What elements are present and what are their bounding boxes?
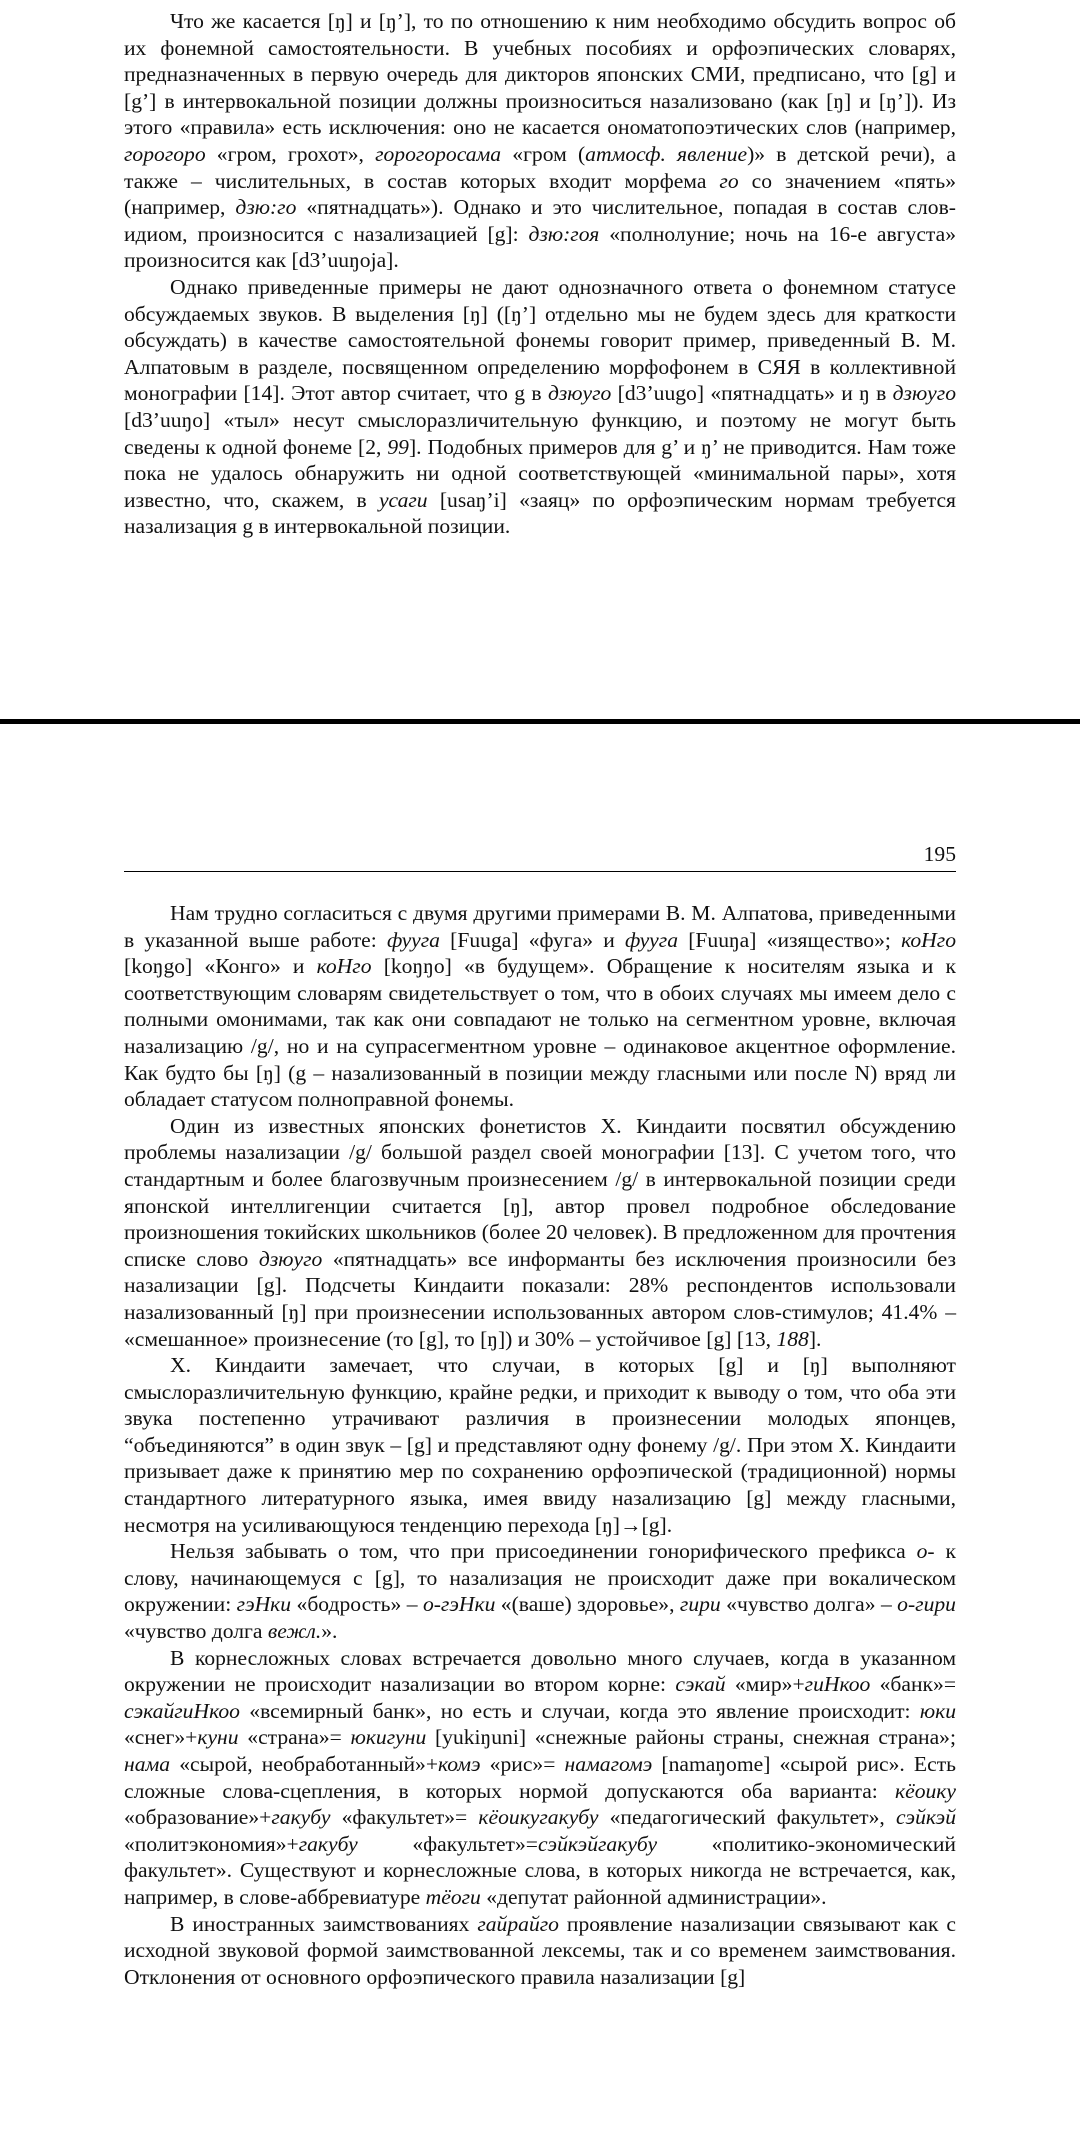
header-rule bbox=[124, 871, 956, 872]
page-number: 195 bbox=[923, 842, 956, 866]
bottom-text-block bbox=[124, 900, 956, 1990]
paragraph: Нам трудно согласиться с двумя другими примерами В. М. Алпатова, приведенными в указанной выше работе: фууга [Fuuga] «фуга» и фууга [Fuuŋa] «изящество»; коНго [koŋgo] «Конго» и коНго [koŋŋo] «в будущем». Обращение к носителям языка и к соответствующим словарям свидетельствует о том, что в обоих случаях мы имеем дело с полными омонимами, так как они совпадают не только на сегментном уровне, включая назализацию /g/, но и на супрасегментном уровне – одинаковое акцентное оформление. Как будто бы [ŋ] (g – назализованный в позиции между гласными или после N) вряд ли обладает статусом полноправной фонемы. bbox=[124, 901, 956, 1112]
paragraph: Что же касается [ŋ] и [ŋ’], то по отношению к ним необходимо обсудить вопрос об их фонемной самостоятельности. В учебных пособиях и орфоэпических словарях, предназначенных в первую очередь для дикторов японских СМИ, предписано, что [g] и [g’] в интервокальной позиции должны произноситься назализовано (как [ŋ] и [ŋ’]). Из этого «правила» есть исключения: оно не касается ономатопоэтических слов (например, горогоро «гром, грохот», горогоросама «гром (атмосф. явление)» в детской речи), а также – числительных, в состав которых входит морфема го со значением «пять» (например, дзю:го «пятнадцать»). Однако и это числительное, попадая в состав слов-идиом, произносится с назализацией [g]: дзю:гоя «полнолуние; ночь на 16-е августа» произносится как [d3’uuŋoja]. bbox=[124, 9, 956, 273]
paragraph: Х. Киндаити замечает, что случаи, в которых [g] и [ŋ] выполняют смыслоразличительную функцию, крайне редки, и приходит к выводу о том, что оба эти звука постепенно утрачивают различия в произнесении молодых японцев, “объединяются” в один звук – [g] и представляют одну фонему /g/. При этом Х. Киндаити призывает даже к принятию мер по сохранению орфоэпической (традиционной) нормы стандартного литературного языка, имея ввиду назализацию [g] между гласными, несмотря на усиливающуюся тенденцию перехода [ŋ]→[g]. bbox=[124, 1353, 956, 1537]
page-divider bbox=[0, 719, 1080, 724]
paragraph: Однако приведенные примеры не дают однозначного ответа о фонемном статусе обсуждаемых звуков. В выделения [ŋ] ([ŋ’] отдельно мы не будем здесь для краткости обсуждать) в качестве самостоятельной фонемы говорит пример, приведенный В. М. Алпатовым в разделе, посвященном определению морфофонем в СЯЯ в коллективной монографии [14]. Этот автор считает, что g в дзюуго [d3’uugo] «пятнадцать» и ŋ в дзюуго [d3’uuŋo] «тыл» несут смыслоразличительную функцию, и поэтому не могут быть сведены к одной фонеме [2, 99]. Подобных примеров для g’ и ŋ’ не приводится. Нам тоже пока не удалось обнаружить ни одной соответствующей «минимальной пары», хотя известно, что, скажем, в усаги [usaŋ’i] «заяц» по орфоэпическим нормам требуется назализация g в интервокальной позиции. bbox=[124, 274, 956, 539]
top-text-block bbox=[124, 8, 956, 540]
paragraph: Нельзя забывать о том, что при присоединении гонорифического префикса о- к слову, начинающемуся с [g], то назализация не происходит даже при вокалическом окружении: гэНки «бодрость» – о-гэНки «(ваше) здоровье», гири «чувство долга» – о-гири «чувство долга вежл.». bbox=[124, 1539, 956, 1644]
paragraph: Один из известных японских фонетистов Х. Киндаити посвятил обсуждению проблемы назализации /g/ большой раздел своей монографии [13]. С учетом того, что стандартным и более благозвучным произнесением /g/ в интервокальной позиции среди японской интеллигенции считается [ŋ], автор провел подробное обследование произношения токийских школьников (более 20 человек). В предложенном для прочтения списке слово дзюуго «пятнадцать» все информанты без исключения произносили без назализации [g]. Подсчеты Киндаити показали: 28% респондентов использовали назализованный [ŋ] при произнесении использованных автором слов-стимулов; 41.4% – «смешанное» произнесение (то [g], то [ŋ]) и 30% – устойчивое [g] [13, 188]. bbox=[124, 1113, 956, 1351]
paragraph: В иностранных заимствованиях гайрайго проявление назализации связывают как с исходной звуковой формой заимствованной лексемы, так и со временем заимствования. Отклонения от основного орфоэпического правила назализации [g] bbox=[124, 1911, 956, 1989]
paragraph: В корнесложных словах встречается довольно много случаев, когда в указанном окружении не происходит назализации во втором корне: сэкай «мир»+гиНкоо «банк»= сэкайгиНкоо «всемирный банк», но есть и случаи, когда это явление происходит: юки «снег»+куни «страна»= юкигуни [yukiŋuni] «снежные районы страны, снежная страна»; нама «сырой, необработанный»+комэ «рис»= намагомэ [namaŋome] «сырой рис». Есть сложные слова-сцепления, в которых нормой допускаются оба варианта: кёоику «образование»+гакубу «факультет»= кёоикугакубу «педагогический факультет», сэйкэй «политэкономия»+гакубу «факультет»=сэйкэйгакубу «политико-экономический факультет». Существуют и корнесложные слова, в которых никогда не встречается, как, например, в слове-аббревиатуре тёоги «депутат районной администрации». bbox=[124, 1645, 957, 1909]
